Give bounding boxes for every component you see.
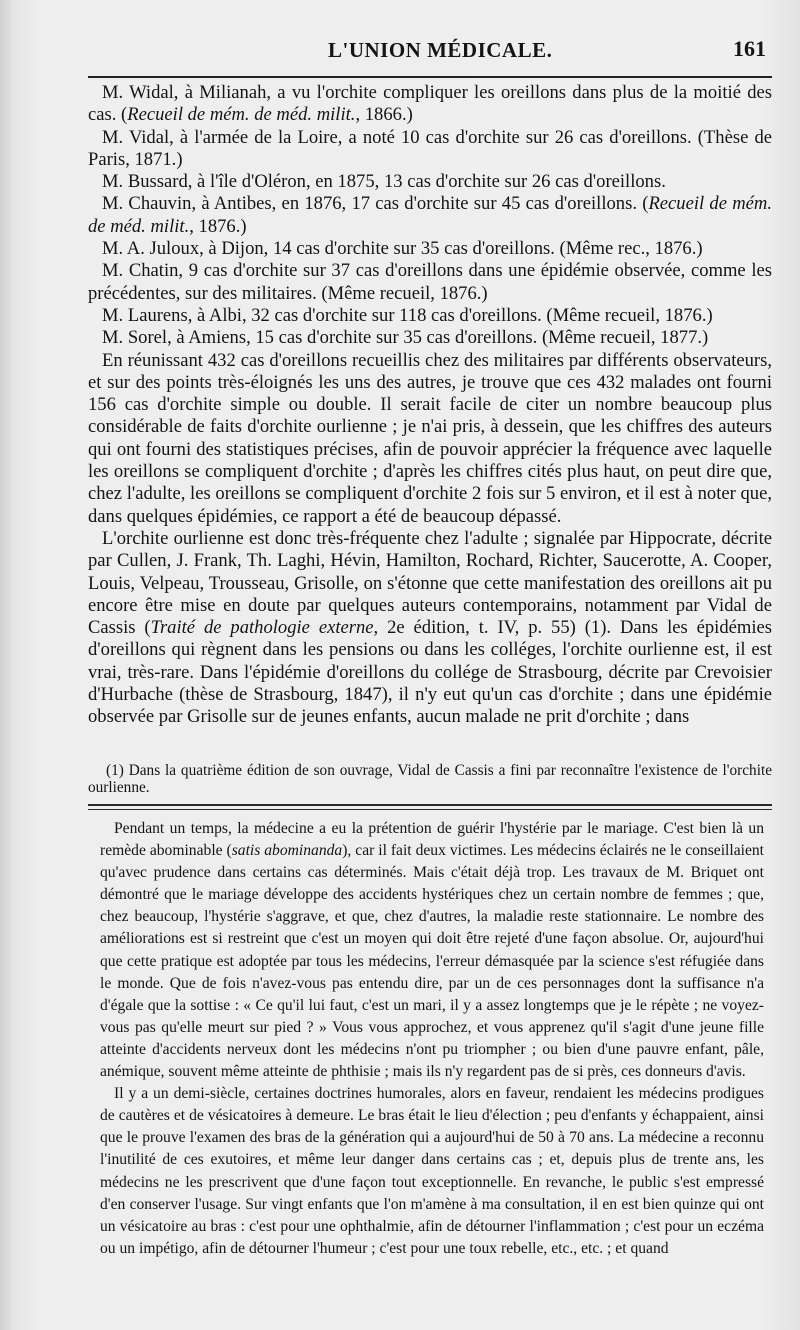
journal-title: L'UNION MÉDICALE.: [328, 38, 553, 62]
feuilleton-rule: [88, 804, 772, 806]
paragraph: M. Chatin, 9 cas d'orchite sur 37 cas d'oreillons dans une épidémie observée, comme les précédentes, sur des militaires. (Même recueil, 1876.): [88, 260, 772, 304]
footnote: [88, 762, 772, 796]
paragraph: M. Laurens, à Albi, 32 cas d'orchite sur 118 cas d'oreillons. (Même recueil, 1876.): [102, 304, 713, 326]
paragraph: M. A. Juloux, à Dijon, 14 cas d'orchite sur 35 cas d'oreillons. (Même rec., 1876.): [102, 238, 703, 260]
paragraph: Pendant un temps, la médecine a eu la prétention de guérir l'hystérie par le mariage. C'est bien là un remède abominable (satis abominanda), car il fait deux victimes. Les médecins éclairés ne le conseillaient qu'avec prudence dans certains cas déterminés. Mais c'était déjà trop. Les travaux de M. Briquet ont démontré que le mariage développe des accidents hystériques chez un certain nombre de femmes ; que, chez beaucoup, l'hystérie s'aggrave, et que, chez d'autres, la maladie reste stationnaire. Le nombre des améliorations est si restreint que c'est un moyen qui doit être rejeté d'une façon absolue. Or, aujourd'hui que cette pratique est adoptée par tous les médecins, l'erreur démasquée par la science s'est réfugiée dans le monde. Que de fois n'avez-vous pas entendu dire, par un de ces personnages dont la suffisance n'a d'égale que la sottise : « Ce qu'il lui faut, c'est un mari, il y a assez longtemps que je le répète ; ne voyez-vous pas qu'elle meurt sur pied ? » Vous vous approchez, et vous apprenez qu'il s'agit d'une jeune fille atteinte d'accidents nerveux dont les médecins n'ont pu triompher ; ou bien d'une pauvre enfant, pâle, anémique, souvent même atteinte de phthisie ; mais ils n'y regardent pas de si près, ces donneurs d'avis.: [100, 820, 765, 1081]
footnote-text: (1) Dans la quatrième édition de son ouvrage, Vidal de Cassis a fini par reconnaître l'existence de l'orchite ourlienne.: [88, 762, 772, 796]
paragraph: M. Vidal, à l'armée de la Loire, a noté 10 cas d'orchite sur 26 cas d'oreillons. (Thèse de Paris, 1871.): [88, 126, 772, 170]
paragraph: M. Chauvin, à Antibes, en 1876, 17 cas d'orchite sur 45 cas d'oreillons. (Recueil de mém. de méd. milit., 1876.): [88, 193, 772, 237]
paragraph: En réunissant 432 cas d'oreillons recueillis chez des militaires par différents observateurs, et sur des points très-éloignés les uns des autres, je trouve que ces 432 malades ont fourni 156 cas d'orchite simple ou double. Il serait facile de citer un nombre beaucoup plus considérable de faits d'orchite ourlienne ; je n'ai pris, à dessein, que les chiffres des auteurs qui ont fourni des statistiques précises, afin de pouvoir apprécier la fréquence avec laquelle les oreillons se compliquent d'orchite ; d'après les chiffres cités plus haut, on peut dire que, chez l'adulte, les oreillons se compliquent d'orchite 2 fois sur 5 environ, et il est à noter que, dans quelques épidémies, ce rapport a été de beaucoup dépassé.: [88, 349, 772, 527]
page-header: [88, 32, 770, 66]
paragraph: M. Bussard, à l'île d'Oléron, en 1875, 13 cas d'orchite sur 26 cas d'oreillons.: [102, 171, 666, 193]
header-rule: [88, 76, 772, 78]
paragraph: Il y a un demi-siècle, certaines doctrines humorales, alors en faveur, rendaient les médecins prodigues de cautères et de vésicatoires à demeure. Le bras était le lieu d'élection ; peu d'enfants y échappaient, ainsi que le prouve l'examen des bras de la génération qui a aujourd'hui de 50 à 70 ans. La médecine a reconnu l'inutilité de ces exutoires, et même leur danger dans certains cas ; et, depuis plus de trente ans, les médecins ne les prescrivent que d'une façon tout exceptionnelle. En revanche, le public s'est empressé d'en conserver l'usage. Sur vingt enfants que l'on m'amène à ma consultation, il en est bien quinze qui ont un vésicatoire au bras : c'est pour une ophthalmie, afin de détourner l'inflammation ; c'est pour un eczéma ou un impétigo, afin de détourner l'humeur ; c'est pour une toux rebelle, etc., etc. ; et quand: [100, 1085, 764, 1257]
paragraph: M. Sorel, à Amiens, 15 cas d'orchite sur 35 cas d'oreillons. (Même recueil, 1877.): [102, 327, 709, 349]
main-article-text: [88, 82, 772, 729]
page-number: 161: [733, 36, 766, 61]
paragraph: M. Widal, à Milianah, a vu l'orchite compliquer les oreillons dans plus de la moitié des cas. (Recueil de mém. de méd. milit., 1866.): [88, 82, 772, 126]
feuilleton-rule: [88, 809, 772, 810]
feuilleton-text: [100, 818, 764, 1260]
paragraph: L'orchite ourlienne est donc très-fréquente chez l'adulte ; signalée par Hippocrate, décrite par Cullen, J. Frank, Th. Laghi, Hévin, Hamilton, Rochard, Richter, Saucerotte, A. Cooper, Louis, Velpeau, Trousseau, Grisolle, on s'étonne que cette manifestation des oreillons ait pu encore être mise en doute par quelques auteurs contemporains, notamment par Vidal de Cassis (Traité de pathologie externe, 2e édition, t. IV, p. 55) (1). Dans les épidémies d'oreillons qui règnent dans les pensions ou dans les colléges, l'orchite ourlienne est, il est vrai, très-rare. Dans l'épidémie d'oreillons du collége de Strasbourg, décrite par Crevoisier d'Hurbache (thèse de Strasbourg, 1847), il n'y eut qu'un cas d'orchite ; dans une épidémie observée par Grisolle sur de jeunes enfants, aucun malade ne prit d'orchite ; dans: [88, 527, 773, 728]
